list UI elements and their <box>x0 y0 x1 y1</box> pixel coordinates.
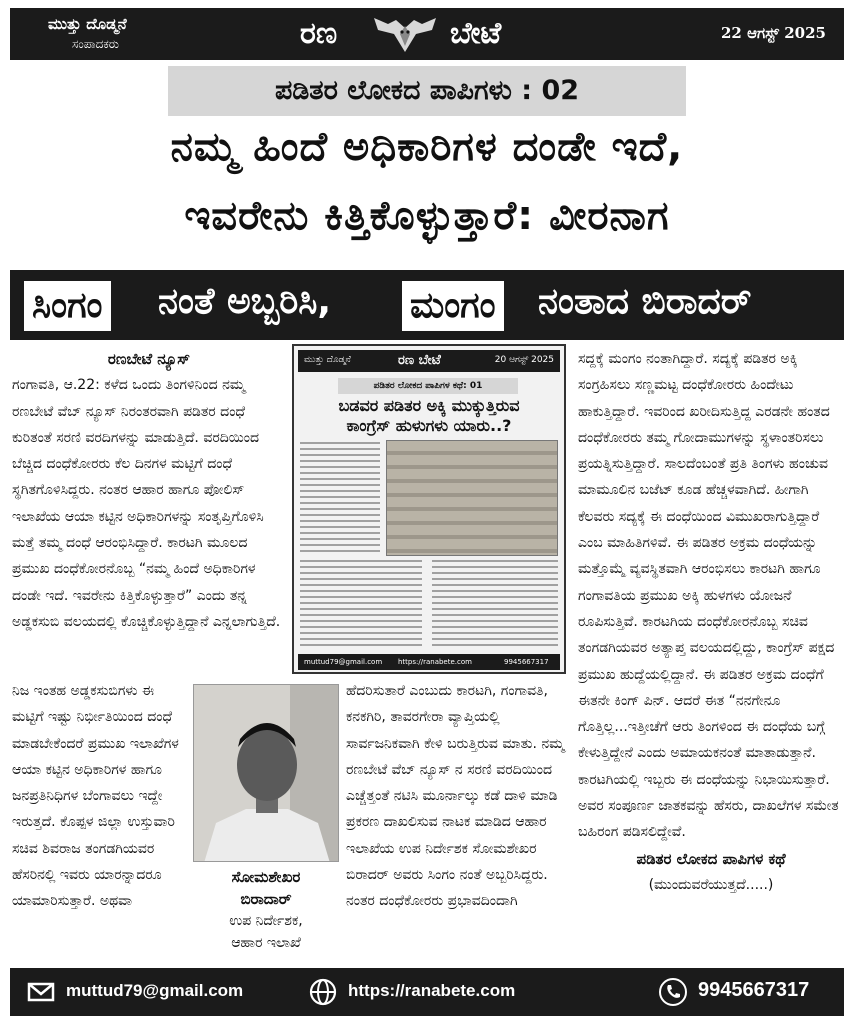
headline-line-1: ನಮ್ಮ ಹಿಂದೆ ಅಧಿಕಾರಿಗಳ ದಂಡೇ ಇದೆ, <box>170 124 684 170</box>
phone-icon <box>658 977 688 1007</box>
inset-headline-1: ಬಡವರ ಪಡಿತರ ಅಕ್ಕಿ ಮುಕ್ಕುತ್ತಿರುವ <box>338 396 520 415</box>
previous-issue-thumbnail <box>292 344 566 674</box>
issue-date: 22 ಆಗಸ್ಟ್ 2025 <box>721 24 826 42</box>
photo-caption <box>190 866 342 954</box>
article-column-1 <box>12 346 286 635</box>
article-paragraph-4: ಸದ್ದಕ್ಕೆ ಮಂಗಂ ನಂತಾಗಿದ್ದಾರೆ. ಸದ್ಯಕ್ಕೆ ಪಡಿತರ ಅಕ್ಕಿ ಸಂಗ್ರಹಿಸಲು ಸಣ್ಣಮಟ್ಟ ದಂಧೆಕೋರರು ಹಿಂದೇಟು ಹಾಕುತ್ತಿದ್ದಾರೆ. ಇವರಿಂದ ಖರೀದಿಸುತ್ತಿದ್ದ ಎರಡನೇ ಹಂತದ ದಂಧೆಕೋರರು ತಮ್ಮ ಗೋದಾಮುಗಳನ್ನು ಸ್ಥಳಾಂತರಿಸಲು ಪ್ರಯತ್ನಿಸುತ್ತಿದ್ದಾರೆ. ಸಾಲದೆಂಬಂತೆ ಪ್ರತಿ ತಿಂಗಳು ಹಂಚುವ ಮಾಮೂಲಿನ ಬಜೆಟ್ ಕೂಡ ಹೆಚ್ಚಳವಾಗಿದೆ. ಹೀಗಾಗಿ ಕೆಲವರು ಸದ್ಯಕ್ಕೆ ಈ ದಂಧೆಯಿಂದ ವಿಮುಖರಾಗುತ್ತಿದ್ದಾರೆ ಎಂಬ ಮಾಹಿತಿಗಳಿವೆ. ಈ ಪಡಿತರ ಅಕ್ರಮ ದಂಧೆಯನ್ನು ಮತ್ತೊಮ್ಮೆ ವ್ಯವಸ್ಥಿತವಾಗಿ ಆರಂಭಿಸಲು ಕಾರಟಗಿ ಹಾಗೂ ಗಂಗಾವತಿಯ ಪ್ರಮುಖ ಅಕ್ಕಿ ಹುಳಗಳು ಯೋಜನೆ ರೂಪಿಸುತ್ತಿವೆ. ಕಾರಟಗಿಯ ದಂಧೆಕೋರನೊಬ್ಬ ಸಚಿವ ತಂಗಡಗಿಯವರ ಅತ್ಯಾಪ್ತ ವಲಯದಲ್ಲಿದ್ದು, ಕಾಂಗ್ರೆಸ್ ಪಕ್ಷದ ಪ್ರಮುಖ ಹುದ್ದೆಯಲ್ಲಿದ್ದಾನೆ. ಈ ಪಡಿತರ ಅಕ್ರಮ ದಂಧೆಗೆ ಈತನೇ ಕಿಂಗ್ ಪಿನ್. ಆದರೆ ಈತ “ನನಗೇನೂ ಗೊತ್ತಿಲ್ಲ...ಇತ್ತೀಚೆಗೆ ಆರು ತಿಂಗಳಿಂದ ಈ ದಂಧೆಯ ಬಗ್ಗೆ ಕೇಳುತ್ತಿದ್ದೇನೆ ಎಂದು ಅಮಾಯಕನಂತೆ ಮಾತಾಡುತ್ತಾನೆ. ಕಾರಟಗಿಯಲ್ಲಿ ಇಬ್ಬರು ಈ ದಂಧೆಯನ್ನು ನಿಭಾಯಿಸುತ್ತಾರೆ. ಅವರ ಸಂಪೂರ್ಣ ಜಾತಕವನ್ನು ಹೆಸರು, ದಾಖಲೆಗಳ ಸಮೇತ ಬಹಿರಂಗ ಪಡಿಸಲಿದ್ದೇವೆ. <box>578 351 839 841</box>
caption-name-1: ಸೋಮಶೇಖರ <box>231 868 301 886</box>
subheadline-text-1: ನಂತೆ ಅಬ್ಬರಿಸಿ, <box>158 281 332 322</box>
brand-left: ರಣ <box>300 16 338 51</box>
inset-email: muttud79@gmail.com <box>304 658 383 666</box>
footer-website[interactable]: https://ranabete.com <box>348 981 516 1000</box>
masthead <box>10 8 844 60</box>
inset-series: ಪಡಿತರ ಲೋಕದ ಪಾಪಿಗಳ ಕಥೆ: 01 <box>338 378 518 394</box>
inset-date: 20 ಆಗಸ್ಟ್ 2025 <box>494 355 554 365</box>
inset-footer <box>298 654 560 670</box>
headline-line-2: ಇವರೇನು ಕಿತ್ತಿಕೊಳ್ಳುತ್ತಾರೆ: ವೀರನಾಗ <box>184 193 670 239</box>
eagle-icon <box>372 12 438 56</box>
footer-phone[interactable]: 9945667317 <box>698 979 810 1001</box>
footer-email[interactable]: muttud79@gmail.com <box>66 981 244 1000</box>
editor-role: ಸಂಪಾದಕರು <box>72 37 119 51</box>
inset-headline-2: ಕಾಂಗ್ರೆಸ್ ಹುಳುಗಳು ಯಾರು..? <box>346 416 512 435</box>
caption-role-2: ಆಹಾರ ಇಲಾಖೆ <box>231 935 301 951</box>
brand-right: ಬೇಟೆ <box>450 16 502 51</box>
brand-logo <box>300 12 570 56</box>
article-column-2 <box>346 678 568 915</box>
caption-role-1: ಉಪ ನಿರ್ದೇಶಕ, <box>229 913 303 929</box>
caption-name-2: ಬಿರಾದಾರ್ <box>240 890 292 908</box>
inset-masthead <box>298 350 560 372</box>
mail-icon <box>26 977 56 1007</box>
article-column-3 <box>578 346 844 898</box>
person-image <box>194 685 339 862</box>
inset-phone: 9945667317 <box>504 658 549 666</box>
series-signoff: ಪಡಿತರ ಲೋಕದ ಪಾಪಿಗಳ ಕಥೆ <box>636 849 786 868</box>
article-paragraph-1: ಗಂಗಾವತಿ, ಆ.22: ಕಳೆದ ಒಂದು ತಿಂಗಳಿನಿಂದ ನಮ್ಮ ರಣಬೇಟೆ ವೆಬ್ ನ್ಯೂಸ್ ನಿರಂತರವಾಗಿ ಪಡಿತರ ದಂಧೆ ಕುರಿತಂತೆ ಸರಣಿ ವರದಿಗಳನ್ನು ಮಾಡುತ್ತಿದೆ. ವರದಿಯಿಂದ ಬೆಚ್ಚಿದ ದಂಧೆಕೋರರು ಕೆಲ ದಿನಗಳ ಮಟ್ಟಿಗೆ ದಂಧೆ ಸ್ಥಗಿತಗೊಳಿಸಿದ್ದರು. ನಂತರ ಆಹಾರ ಹಾಗೂ ಪೋಲಿಸ್ ಇಲಾಖೆಯ ಆಯಾ ಕಟ್ಟಿನ ಅಧಿಕಾರಿಗಳನ್ನು ಸಂತೃಪ್ತಿಗೊಳಿಸಿ ಮತ್ತೆ ತಮ್ಮ ದಂಧೆ ಆರಂಭಿಸಿದ್ದಾರೆ. ಕಾರಟಗಿ ಮೂಲದ ಪ್ರಮುಖ ದಂಧೆಕೋರನೊಬ್ಬ “ನಮ್ಮ ಹಿಂದೆ ಅಧಿಕಾರಿಗಳ ದಂಡೇ ಇದೆ. ಇವರೇನು ಕಿತ್ತಿಕೊಳ್ಳುತ್ತಾರೆ” ಎಂದು ತನ್ನ ಅಡ್ಡಕಸುಬಿ ವಲಯದಲ್ಲಿ ಕೊಚ್ಚಿಕೊಳ್ಳುತ್ತಿದ್ದಾನೆ ಎನ್ನಲಾಗುತ್ತಿದೆ. <box>12 377 281 630</box>
inset-text-block <box>432 560 558 650</box>
series-title: ಪಡಿತರ ಲೋಕದ ಪಾಪಿಗಳು : 02 <box>168 66 686 116</box>
to-be-continued: (ಮುಂದುವರೆಯುತ್ತದೆ.....) <box>648 876 774 893</box>
inset-web: https://ranabete.com <box>398 658 472 666</box>
article-column-1-continued <box>12 678 188 915</box>
footer-bar <box>10 968 844 1016</box>
editor-name: ಮುತ್ತು ದೊಡ್ಮನೆ <box>48 15 127 33</box>
globe-icon <box>308 977 338 1007</box>
inset-text-block <box>300 560 422 650</box>
subheadline-box-1: ಸಿಂಗಂ <box>24 281 111 331</box>
subheadline-bar <box>10 270 844 340</box>
inset-editor: ಮುತ್ತು ದೊಡ್ಮನೆ <box>304 355 351 365</box>
subheadline-box-2: ಮಂಗಂ <box>402 281 504 331</box>
inset-text-block <box>300 442 380 554</box>
rice-sacks-image <box>386 440 558 556</box>
inset-brand: ರಣ ಬೇಟೆ <box>398 353 441 368</box>
article-paragraph-2: ನಿಜ ಇಂತಹ ಅಡ್ಡಕಸುಬಿಗಳು ಈ ಮಟ್ಟಿಗೆ ಇಷ್ಟು ನಿರ್ಭೀತಿಯಿಂದ ದಂಧೆ ಮಾಡಬೇಕೆಂದರೆ ಪ್ರಮುಖ ಇಲಾಖೆಗಳ ಆಯಾ ಕಟ್ಟಿನ ಅಧಿಕಾರಿಗಳ ಹಾಗೂ ಜನಪ್ರತಿನಿಧಿಗಳ ಬೆಂಗಾವಲು ಇದ್ದೇ ಇರುತ್ತದೆ. ಕೊಪ್ಪಳ ಜಿಲ್ಲಾ ಉಸ್ತುವಾರಿ ಸಚಿವ ಶಿವರಾಜ ತಂಗಡಗಿಯವರ ಹೆಸರಿನಲ್ಲಿ ಇವರು ಯಾರನ್ನಾದರೂ ಯಾಮಾರಿಸುತ್ತಾರೆ. ಅಥವಾ <box>12 683 179 910</box>
subheadline-text-2: ನಂತಾದ ಬಿರಾದರ್ <box>538 281 752 322</box>
byline: ರಣಬೇಟೆ ನ್ಯೂಸ್ <box>107 350 191 368</box>
official-portrait <box>193 684 339 862</box>
article-paragraph-3: ಹೆದರಿಸುತಾರೆ ಎಂಬುದು ಕಾರಟಗಿ, ಗಂಗಾವತಿ, ಕನಕಗಿರಿ, ತಾವರಗೇರಾ ವ್ಯಾಪ್ತಿಯಲ್ಲಿ ಸಾರ್ವಜನಿಕವಾಗಿ ಕೇಳಿ ಬರುತ್ತಿರುವ ಮಾತು. ನಮ್ಮ ರಣಬೇಟೆ ವೆಬ್ ನ್ಯೂಸ್ ನ ಸರಣಿ ವರದಿಯಿಂದ ಎಚ್ಚೆತ್ತಂತೆ ನಟಿಸಿ ಮೂರ್ನಾಲ್ಕು ಕಡೆ ದಾಳಿ ಮಾಡಿ ಪ್ರಕರಣ ದಾಖಲಿಸುವ ನಾಟಕ ಮಾಡಿದ ಆಹಾರ ಇಲಾಖೆಯ ಉಪ ನಿರ್ದೇಶಕ ಸೋಮಶೇಖರ ಬಿರಾದರ್ ಅವರು ಸಿಂಗಂ ನಂತೆ ಅಬ್ಬರಿಸಿದ್ದರು. ನಂತರ ದಂಧೆಕೋರರು ಪ್ರಭಾವದಿಂದಾಗಿ <box>346 683 565 910</box>
